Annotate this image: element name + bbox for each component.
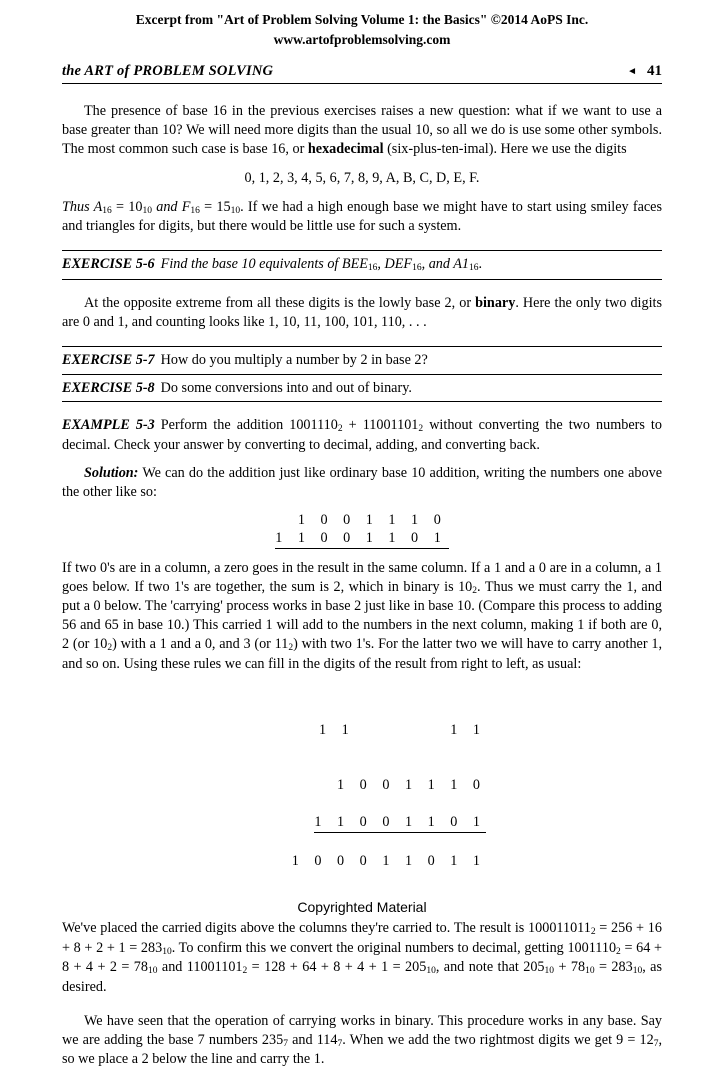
excerpt-header-line1: Excerpt from "Art of Problem Solving Volume 1: the Basics" ©2014 AoPS Inc. <box>135 12 589 27</box>
para5-f: = 128 + 64 + 8 + 4 + 1 = 205 <box>247 959 427 976</box>
exercise-box-5-7-5-8 <box>62 346 662 403</box>
para5-a: We've placed the carried digits above the columns they're carried to. The result is 100011011 <box>62 920 591 937</box>
para5-g: , and note that 205 <box>435 959 545 976</box>
para5-d: = 64 + 8 + 4 + 2 = 78 <box>62 939 662 976</box>
solution-paragraph <box>62 464 662 502</box>
page-marker-icon: ◄ <box>627 66 637 78</box>
paragraph-intro-part1: The presence of base 16 in the previous exercises raises a new question: what if we want to use a base greater than 10? We will need more digits than the usual 10, so all we do is use some other symbols. The most common such case is base 16, or <box>62 103 662 157</box>
paragraph-intro-part2: (six-plus-ten-imal). Here we use the digits <box>383 140 627 157</box>
exercise-5-8-label: EXERCISE 5-8 <box>62 379 155 396</box>
footer-copyright: Copyrighted Material <box>297 899 427 915</box>
para4-d: ) with two 1's. For the latter two we will have to carry another 1, and so on. Using these rules we can fill in the digits of the result from right to left, as usual: <box>62 636 662 672</box>
carry-row: 1 1 1 1 <box>319 721 486 738</box>
exercise-rule-bottom <box>62 279 662 280</box>
exercise-group-rule-bottom <box>62 401 662 402</box>
para2-d: = 15 <box>199 198 231 215</box>
work-row-b: 1 1 0 0 1 1 0 1 <box>314 813 486 833</box>
para2-c: and F <box>151 198 191 215</box>
para5-sub7: 10 <box>544 966 555 977</box>
para5-c: . To confirm this we convert the original numbers to decimal, getting 1001110 <box>171 939 617 956</box>
exercise-5-6-label: EXERCISE 5-6 <box>62 256 155 273</box>
para5-j: , as desired. <box>62 959 662 996</box>
para5-sub9: 10 <box>632 966 643 977</box>
para4-a: If two 0's are in a column, a zero goes in the result in the same column. If a 1 and a 0 are in a column, a 1 goes below. If two 1's are together, the sum is 2, which in binary is 10 <box>62 559 662 595</box>
exercise-5-8-text: Do some conversions into and out of binary. <box>160 379 412 396</box>
page-number <box>627 63 662 80</box>
para5-i: = 283 <box>594 959 633 976</box>
para6-d: , so we place a 2 below the line and carry the 1. <box>62 1031 662 1068</box>
example-5-3-label: EXAMPLE 5-3 <box>62 417 155 434</box>
para6-b: and 114 <box>287 1031 338 1048</box>
page-content <box>62 63 662 1069</box>
para2-sub2: 10 <box>142 205 152 216</box>
exercise-5-7-row <box>62 347 662 374</box>
para5-sub3: 2 <box>616 946 621 957</box>
para2-sub4: 10 <box>230 205 241 216</box>
para2-sub3: 16 <box>190 205 200 216</box>
example-5-3-sub-a: 2 <box>337 424 343 435</box>
para6-sub1: 7 <box>283 1038 288 1049</box>
work-row-a: 1 0 0 1 1 1 0 <box>337 776 486 793</box>
para5-sub5: 2 <box>242 966 248 977</box>
excerpt-header <box>0 0 724 49</box>
para6-sub3: 7 <box>653 1038 659 1049</box>
example-5-3-sub-b: 2 <box>418 424 424 435</box>
exercise-5-8-row <box>62 375 662 402</box>
para5-sub8: 10 <box>585 966 595 977</box>
exercise-5-6-text-c: , and A1 <box>421 256 470 273</box>
header-rule <box>62 83 662 84</box>
solution-label: Solution: <box>84 464 139 481</box>
paragraph-intro <box>62 102 662 159</box>
exercise-5-7-text: How do you multiply a number by 2 in base 2? <box>160 351 428 368</box>
exercise-5-6-text-d: . <box>478 256 483 273</box>
para2-a: Thus A <box>62 198 103 215</box>
solution-text: We can do the addition just like ordinary base 10 addition, writing the numbers one above the other like so: <box>62 464 662 500</box>
para5-b: = 256 + 16 + 8 + 2 + 1 = 283 <box>62 920 662 956</box>
running-head-title: the ART of PROBLEM SOLVING <box>62 63 274 80</box>
work-result-row: 1 0 0 0 1 1 0 1 1 <box>291 852 486 869</box>
para6-a: We have seen that the operation of carrying works in binary. This procedure works in any base. Say we are adding the base 7 numbers 235 <box>62 1012 662 1048</box>
paragraph-binary <box>62 294 662 332</box>
exercise-5-6-row <box>62 251 662 279</box>
addition-row-1: 1 0 0 1 1 1 0 <box>297 511 447 528</box>
para6-sub2: 7 <box>337 1038 343 1049</box>
excerpt-header-line2: www.artofproblemsolving.com <box>273 31 451 47</box>
page-number-value: 41 <box>647 63 662 80</box>
hex-digits-value: 0, 1, 2, 3, 4, 5, 6, 7, 8, 9, A, B, C, D, E, F. <box>244 169 480 186</box>
para3-b: . Here the only two digits are 0 and 1, and counting looks like 1, 10, 11, 100, 101, 110, . . . <box>62 294 663 330</box>
para6-c: . When we add the two rightmost digits we get 9 = 12 <box>342 1031 654 1048</box>
running-head <box>62 63 662 83</box>
para4-b: . Thus we must carry the 1, and put a 0 below. The 'carrying' process works in base 2 just like in base 10. (Compare this process to adding 56 and 65 in base 10.) This carried 1 will add to the numbers in the next column, making 1 if both are 0, 2 (or 10 <box>62 578 662 653</box>
para5-e: and 11001101 <box>157 959 243 976</box>
para3-a: At the opposite extreme from all these digits is the lowly base 2, or <box>84 294 476 311</box>
para5-sub4: 10 <box>147 966 158 977</box>
paragraph-rules <box>62 559 662 674</box>
exercise-5-6-sub-a: 16 <box>367 263 378 274</box>
para5-sub2: 10 <box>162 946 172 957</box>
para5-sub1: 2 <box>590 927 596 938</box>
exercise-5-6-sub-c: 16 <box>469 263 479 274</box>
paragraph-verify <box>62 919 662 997</box>
para4-sub3: 2 <box>288 643 294 654</box>
example-5-3-text-b: + 11001101 <box>342 417 419 434</box>
para5-h: + 78 <box>554 959 586 976</box>
exercise-5-6-text-a: Find the base 10 equivalents of BEE <box>160 256 368 273</box>
exercise-5-6-sub-b: 16 <box>412 263 422 274</box>
hex-digits-line <box>62 170 662 187</box>
addition-display-first <box>62 511 662 549</box>
addition-row-2: 1 1 0 0 1 1 0 1 <box>275 529 449 549</box>
para2-sub1: 16 <box>102 205 112 216</box>
paragraph-base7 <box>62 1012 662 1069</box>
para4-c: ) with a 1 and a 0, and 3 (or 11 <box>112 636 289 653</box>
example-5-3-text-a: Perform the addition 1001110 <box>160 417 338 434</box>
addition-display-work <box>62 684 662 907</box>
example-5-3-text-c: without converting the two numbers to decimal. Check your answer by converting to decimal, adding, and converting back. <box>62 417 662 453</box>
example-5-3 <box>62 416 662 455</box>
paragraph-thus <box>62 198 662 237</box>
term-hexadecimal: hexadecimal <box>307 140 384 157</box>
para4-sub2: 2 <box>107 643 113 654</box>
exercise-5-7-label: EXERCISE 5-7 <box>62 351 155 368</box>
para5-sub6: 10 <box>426 966 436 977</box>
para2-e: . If we had a high enough base we might have to start using smiley faces and triangles for digits, but there would be little use for such a system. <box>62 198 662 235</box>
para4-sub1: 2 <box>472 585 478 596</box>
exercise-box-5-6 <box>62 250 662 280</box>
term-binary: binary <box>475 294 516 311</box>
para2-b: = 10 <box>111 198 143 215</box>
exercise-5-6-text-b: , DEF <box>377 256 413 273</box>
